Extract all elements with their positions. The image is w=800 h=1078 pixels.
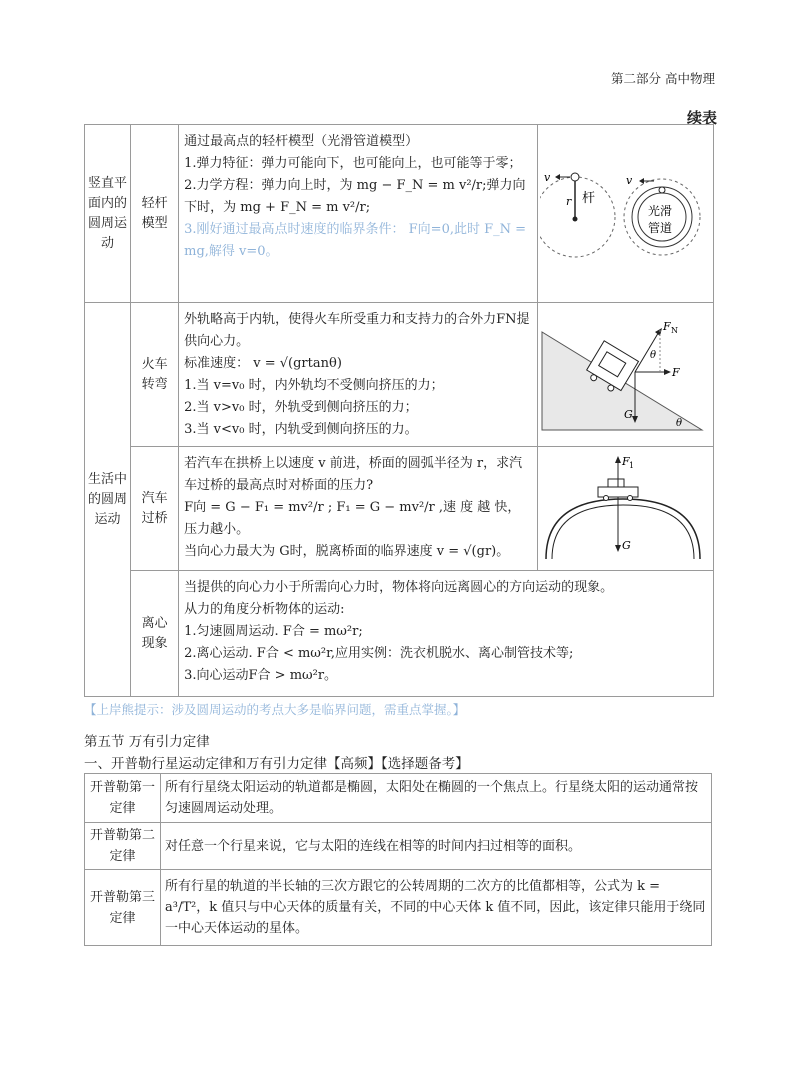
train-line-2: 标准速度： v = √(grtanθ) bbox=[184, 356, 342, 371]
train-line-1: 外轨略高于内轨，使得火车所受重力和支持力的合外力FN提供向心力。 bbox=[184, 312, 530, 349]
centrifugal-line-1: 当提供的向心力小于所需向心力时，物体将向远离圆心的方向运动的现象。 bbox=[184, 580, 614, 595]
svg-text:G: G bbox=[622, 538, 632, 552]
kepler-law-name: 开普勒第二定律 bbox=[85, 823, 161, 870]
kepler-law-desc: 所有行星绕太阳运动的轨道都是椭圆，太阳处在椭圆的一个焦点上。行星绕太阳的运动通常按匀速圆周运动处理。 bbox=[161, 774, 712, 823]
svg-text:管道: 管道 bbox=[648, 220, 673, 235]
table-row bbox=[85, 774, 712, 823]
kepler-law-desc: 所有行星的轨道的半长轴的三次方跟它的公转周期的二次方的比值都相等，公式为 k = a³/T²，k 值只与中心天体的质量有关，不同的中心天体 k 值不同，因此，该定律只能用于绕同一中心天体运动的星体。 bbox=[161, 870, 712, 946]
arch-bridge-diagram bbox=[540, 451, 710, 563]
category-vertical-circle: 竖直平面内的圆周运动 bbox=[85, 125, 131, 303]
train-line-4: 2.当 v>v₀ 时，外轨受到侧向挤压的力； bbox=[184, 400, 418, 415]
kepler-laws-table bbox=[84, 773, 712, 946]
table-row bbox=[85, 823, 712, 870]
kepler-law-name: 开普勒第三定律 bbox=[85, 870, 161, 946]
svg-text:θ: θ bbox=[676, 417, 683, 429]
table-row bbox=[85, 870, 712, 946]
circular-motion-table bbox=[84, 124, 714, 697]
centrifugal-line-4: 2.离心运动. F合 < mω²r,应用实例：洗衣机脱水、离心制管技术等; bbox=[184, 646, 574, 661]
continued-label: 续表 bbox=[686, 109, 717, 127]
rod-line-2: 1.弹力特征：弹力可能向下，也可能向上，也可能等于零； bbox=[184, 156, 522, 171]
svg-text:N: N bbox=[671, 325, 679, 335]
rod-line-3: 2.力学方程：弹力向上时，为 mg − F_N = m v²/r;弹力向下时，为 mg + F_N = m v²/r; bbox=[184, 178, 526, 215]
car-line-2: F向 = G − F₁ = mv²/r ; F₁ = G − mv²/r ,速 度 越 快，压力越小。 bbox=[184, 500, 521, 537]
rod-tube-diagram bbox=[540, 157, 710, 267]
content-centrifugal bbox=[179, 571, 714, 697]
category-daily-life: 生活中的圆周运动 bbox=[85, 303, 131, 697]
tip-note: 【上岸熊提示：涉及圆周运动的考点大多是临界问题，需重点掌握。】 bbox=[84, 702, 466, 717]
section-title: 第五节 万有引力定律 bbox=[84, 734, 210, 750]
sub-centrifugal: 离心现象 bbox=[131, 571, 179, 697]
svg-text:F: F bbox=[672, 365, 680, 379]
content-train-turn bbox=[179, 303, 538, 447]
figure-train bbox=[537, 303, 713, 447]
train-incline-diagram bbox=[540, 310, 710, 436]
svg-text:r: r bbox=[566, 194, 572, 208]
sub-car-bridge: 汽车过桥 bbox=[131, 447, 179, 571]
svg-text:G: G bbox=[624, 407, 634, 421]
rod-line-1: 通过最高点的轻杆模型（光滑管道模型） bbox=[184, 134, 419, 149]
sub-light-rod: 轻杆模型 bbox=[131, 125, 179, 303]
svg-text:F: F bbox=[622, 454, 630, 468]
figure-arch-bridge bbox=[537, 447, 713, 571]
content-car-bridge bbox=[179, 447, 538, 571]
svg-text:v: v bbox=[544, 170, 551, 184]
svg-text:θ: θ bbox=[650, 349, 657, 361]
train-line-3: 1.当 v=v₀ 时，内外轨均不受侧向挤压的力； bbox=[184, 378, 444, 393]
centrifugal-line-2: 从力的角度分析物体的运动: bbox=[184, 602, 345, 617]
centrifugal-line-5: 3.向心运动F合 > mω²r。 bbox=[184, 668, 338, 683]
centrifugal-line-3: 1.匀速圆周运动. F合 = mω²r; bbox=[184, 624, 363, 639]
sub-train-turn: 火车转弯 bbox=[131, 303, 179, 447]
car-line-3: 当向心力最大为 G时，脱离桥面的临界速度 v = √(gr)。 bbox=[184, 544, 510, 559]
page-header-section: 第二部分 高中物理 bbox=[611, 71, 715, 86]
figure-rod-and-tube bbox=[537, 125, 713, 303]
content-light-rod bbox=[179, 125, 538, 303]
kepler-law-name: 开普勒第一定律 bbox=[85, 774, 161, 823]
svg-text:光滑: 光滑 bbox=[648, 203, 673, 218]
kepler-law-desc: 对任意一个行星来说，它与太阳的连线在相等的时间内扫过相等的面积。 bbox=[161, 823, 712, 870]
svg-text:F: F bbox=[663, 319, 671, 333]
rod-line-4-critical: 3.刚好通过最高点时速度的临界条件： F向=0,此时 F_N = mg,解得 v=0。 bbox=[184, 222, 527, 259]
svg-text:v: v bbox=[626, 173, 633, 187]
train-line-5: 3.当 v<v₀ 时，内轨受到侧向挤压的力。 bbox=[184, 422, 418, 437]
car-line-1: 若汽车在拱桥上以速度 v 前进，桥面的圆弧半径为 r，求汽车过桥的最高点时对桥面的压力? bbox=[184, 456, 523, 493]
svg-text:1: 1 bbox=[629, 460, 635, 470]
svg-text:杆: 杆 bbox=[582, 190, 596, 206]
subsection-title: 一、开普勒行星运动定律和万有引力定律【高频】【选择题备考】 bbox=[84, 756, 469, 772]
